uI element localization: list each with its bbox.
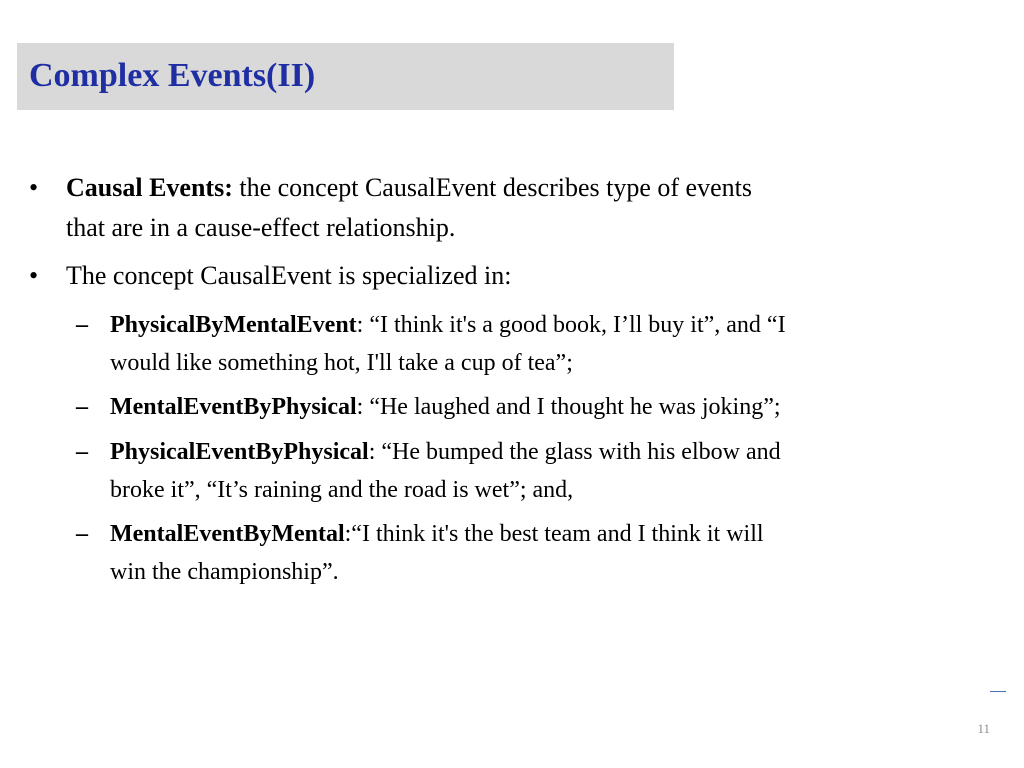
sub-item-physical-by-physical	[76, 433, 1000, 509]
dash-symbol: –	[76, 521, 88, 547]
sub-item-text: win the championship”.	[110, 559, 339, 585]
sub-item-physical-by-mental	[76, 306, 1000, 382]
dash-symbol: –	[76, 439, 88, 465]
bullet-specialized-in	[29, 256, 1006, 296]
bullet-text: that are in a cause-effect relationship.	[66, 213, 456, 242]
sub-item-text: : “I think it's a good book, I’ll buy it”, and “I	[356, 312, 786, 338]
sub-item-text: : “He laughed and I thought he was joking”;	[356, 394, 781, 420]
sub-item-term: MentalEventByPhysical	[110, 394, 357, 420]
bullet-text: the concept CausalEvent describes type of events	[232, 173, 752, 202]
dash-symbol: –	[76, 312, 88, 338]
bullet-term: Causal Events:	[66, 173, 233, 202]
dash-symbol: –	[76, 394, 88, 420]
sub-item-term: PhysicalByMentalEvent	[110, 312, 357, 338]
sub-item-mental-by-mental	[76, 515, 1000, 591]
sub-item-term: PhysicalEventByPhysical	[110, 439, 369, 465]
sub-item-text: would like something hot, I'll take a cup of tea”;	[110, 350, 573, 376]
page-number: 11	[977, 721, 990, 736]
slide-title: Complex Events(II)	[29, 57, 316, 94]
footer-accent-line	[990, 691, 1006, 692]
bullet-symbol: •	[29, 261, 39, 290]
sub-item-term: MentalEventByMental	[110, 521, 345, 547]
sub-item-text: :“I think it's the best team and I think it will	[344, 521, 764, 547]
bullet-symbol: •	[29, 173, 39, 202]
sub-item-text: broke it”, “It’s raining and the road is wet”; and,	[110, 477, 574, 503]
sub-item-mental-by-physical	[76, 388, 1000, 426]
bullet-text: The concept CausalEvent is specialized in:	[66, 261, 512, 290]
bullet-causal-events	[29, 168, 1006, 248]
sub-item-text: : “He bumped the glass with his elbow and	[368, 439, 781, 465]
